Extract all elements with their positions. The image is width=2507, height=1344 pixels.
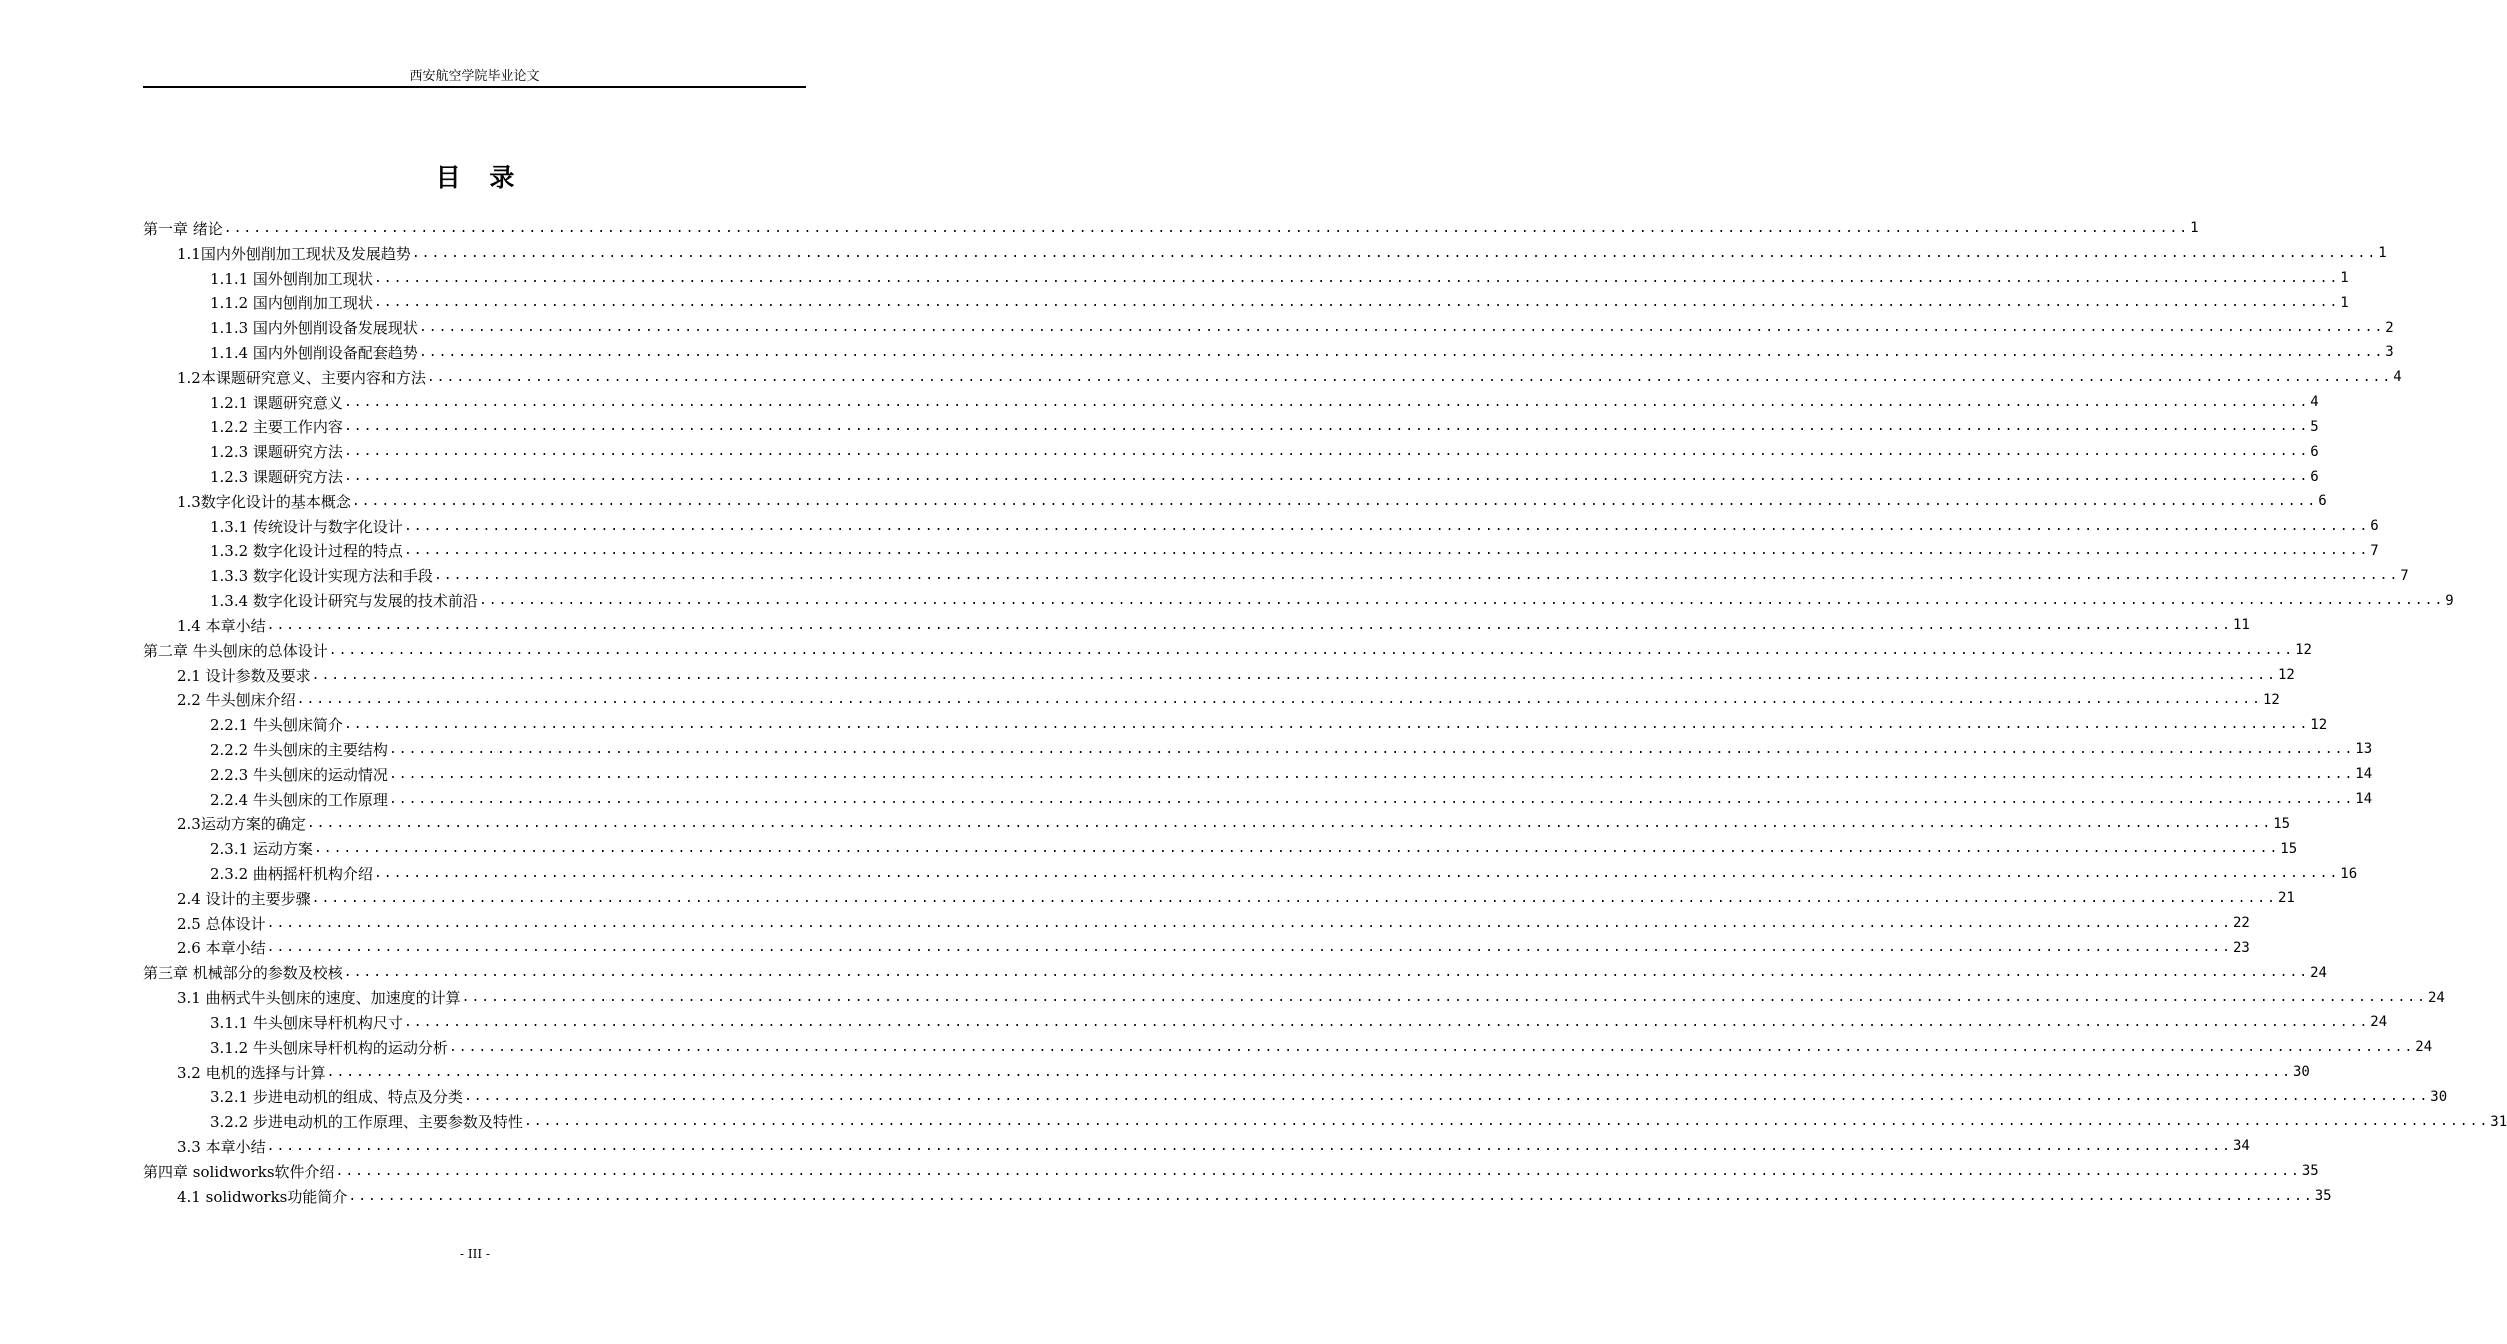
toc-entry-page: 9 xyxy=(2445,592,2454,609)
toc-entry-label: 1.2.3 课题研究方法 xyxy=(210,468,343,487)
toc-dot-leader: ........................................................................................................................................................................................................ xyxy=(373,295,2340,311)
toc-entry-label: 1.1.3 国内外刨削设备发展现状 xyxy=(210,319,418,338)
toc-entry[interactable] xyxy=(143,216,2199,241)
toc-entry-page: 3 xyxy=(2385,344,2394,361)
toc-entry[interactable] xyxy=(143,439,2319,464)
toc-entry-page: 16 xyxy=(2340,865,2358,882)
toc-entry-label: 1.3数字化设计的基本概念 xyxy=(177,492,351,511)
toc-entry-page: 31 xyxy=(2490,1113,2507,1130)
toc-entry-label: 2.3.1 运动方案 xyxy=(210,840,313,859)
toc-entry-label: 第一章 绪论 xyxy=(143,219,223,238)
toc-entry-page: 7 xyxy=(2370,542,2379,559)
header-rule xyxy=(143,86,806,88)
toc-entry[interactable] xyxy=(143,315,2394,340)
toc-dot-leader: ........................................................................................................................................................................................................ xyxy=(373,866,2340,882)
toc-entry-page: 30 xyxy=(2292,1064,2310,1081)
toc-dot-leader: ........................................................................................................................................................................................................ xyxy=(388,741,2355,757)
toc-entry[interactable] xyxy=(143,514,2379,539)
toc-entry[interactable] xyxy=(143,861,2358,886)
table-of-contents xyxy=(143,216,2507,1209)
toc-entry-label: 1.2本课题研究意义、主要内容和方法 xyxy=(177,368,426,387)
toc-entry[interactable] xyxy=(143,712,2328,737)
toc-entry-label: 1.1国内外刨削加工现状及发展趋势 xyxy=(177,244,411,263)
toc-entry-label: 第四章 solidworks软件介绍 xyxy=(143,1162,335,1181)
toc-entry[interactable] xyxy=(143,1184,2332,1209)
toc-entry-label: 1.4 本章小结 xyxy=(177,616,266,635)
toc-entry[interactable] xyxy=(143,911,2250,936)
toc-title xyxy=(0,158,950,194)
toc-entry-page: 4 xyxy=(2310,394,2319,411)
toc-entry[interactable] xyxy=(143,415,2319,440)
toc-entry-label: 2.3运动方案的确定 xyxy=(177,815,306,834)
toc-entry-page: 6 xyxy=(2310,468,2319,485)
toc-dot-leader: ........................................................................................................................................................................................................ xyxy=(463,1089,2430,1105)
toc-dot-leader: ........................................................................................................................................................................................................ xyxy=(388,791,2355,807)
toc-entry-page: 14 xyxy=(2355,791,2373,808)
toc-entry-page: 1 xyxy=(2378,245,2387,262)
toc-dot-leader: ........................................................................................................................................................................................................ xyxy=(426,369,2393,385)
toc-entry-page: 12 xyxy=(2295,642,2312,659)
toc-entry[interactable] xyxy=(143,663,2295,688)
toc-entry-label: 2.2 牛头刨床介绍 xyxy=(177,691,296,710)
toc-entry[interactable] xyxy=(143,290,2349,315)
toc-dot-leader: ........................................................................................................................................................................................................ xyxy=(411,245,2378,261)
toc-entry-label: 第三章 机械部分的参数及校核 xyxy=(143,964,343,983)
toc-dot-leader: ........................................................................................................................................................................................................ xyxy=(343,965,2310,981)
toc-entry-label: 1.2.1 课题研究意义 xyxy=(210,393,343,412)
toc-entry[interactable] xyxy=(143,812,2291,837)
toc-dot-leader: ........................................................................................................................................................................................................ xyxy=(348,1188,2314,1204)
toc-entry-page: 4 xyxy=(2393,369,2402,386)
toc-entry-label: 3.1.2 牛头刨床导杆机构的运动分析 xyxy=(210,1038,448,1057)
toc-entry-label: 1.2.3 课题研究方法 xyxy=(210,443,343,462)
toc-entry-page: 35 xyxy=(2314,1188,2332,1205)
toc-entry-page: 22 xyxy=(2232,915,2250,932)
toc-dot-leader: ........................................................................................................................................................................................................ xyxy=(223,220,2190,236)
toc-dot-leader: ........................................................................................................................................................................................................ xyxy=(388,766,2355,782)
toc-entry-page: 1 xyxy=(2190,220,2199,237)
toc-dot-leader: ........................................................................................................................................................................................................ xyxy=(311,890,2277,906)
toc-entry[interactable] xyxy=(143,960,2327,985)
toc-entry[interactable] xyxy=(143,266,2349,291)
toc-dot-leader: ........................................................................................................................................................................................................ xyxy=(418,320,2385,336)
toc-entry[interactable] xyxy=(143,762,2373,787)
toc-dot-leader: ........................................................................................................................................................................................................ xyxy=(266,1138,2232,1154)
toc-entry-label: 1.2.2 主要工作内容 xyxy=(210,418,343,437)
toc-dot-leader: ........................................................................................................................................................................................................ xyxy=(418,344,2385,360)
toc-entry[interactable] xyxy=(143,1084,2448,1109)
toc-entry-page: 11 xyxy=(2232,617,2250,634)
toc-entry-page: 35 xyxy=(2301,1163,2319,1180)
toc-dot-leader: ........................................................................................................................................................................................................ xyxy=(351,493,2318,509)
toc-entry[interactable] xyxy=(143,613,2250,638)
toc-entry-page: 24 xyxy=(2415,1039,2433,1056)
toc-entry-page: 6 xyxy=(2310,443,2319,460)
toc-entry-label: 2.1 设计参数及要求 xyxy=(177,666,311,685)
toc-entry-page: 12 xyxy=(2277,667,2295,684)
toc-title-char-2: 录 xyxy=(489,163,515,192)
toc-entry-page: 5 xyxy=(2310,418,2319,435)
toc-entry-label: 1.3.1 传统设计与数字化设计 xyxy=(210,517,403,536)
toc-entry-page: 14 xyxy=(2355,766,2373,783)
toc-dot-leader: ........................................................................................................................................................................................................ xyxy=(403,1014,2370,1030)
toc-entry-label: 2.2.2 牛头刨床的主要结构 xyxy=(210,740,388,759)
toc-dot-leader: ........................................................................................................................................................................................................ xyxy=(343,394,2310,410)
toc-entry-label: 1.3.3 数字化设计实现方法和手段 xyxy=(210,567,433,586)
toc-entry[interactable] xyxy=(143,886,2295,911)
toc-entry[interactable] xyxy=(143,1010,2388,1035)
toc-entry[interactable] xyxy=(143,563,2409,588)
toc-entry[interactable] xyxy=(143,340,2394,365)
toc-entry[interactable] xyxy=(143,787,2373,812)
toc-dot-leader: ........................................................................................................................................................................................................ xyxy=(266,915,2232,931)
toc-entry-page: 6 xyxy=(2318,493,2327,510)
toc-entry-label: 3.2.1 步进电动机的组成、特点及分类 xyxy=(210,1088,463,1107)
toc-entry-page: 34 xyxy=(2232,1138,2250,1155)
toc-entry-page: 12 xyxy=(2262,691,2280,708)
toc-entry[interactable] xyxy=(143,1060,2310,1085)
toc-dot-leader: ........................................................................................................................................................................................................ xyxy=(328,642,2295,658)
toc-dot-leader: ........................................................................................................................................................................................................ xyxy=(266,940,2232,956)
running-header: 西安航空学院毕业论文 xyxy=(409,69,540,84)
toc-entry-page: 7 xyxy=(2400,567,2409,584)
toc-entry-label: 2.2.4 牛头刨床的工作原理 xyxy=(210,790,388,809)
toc-dot-leader: ........................................................................................................................................................................................................ xyxy=(343,444,2310,460)
toc-entry-page: 30 xyxy=(2430,1088,2448,1105)
toc-entry-label: 2.5 总体设计 xyxy=(177,914,266,933)
toc-entry-label: 1.1.4 国内外刨削设备配套趋势 xyxy=(210,343,418,362)
toc-entry[interactable] xyxy=(143,687,2280,712)
toc-entry[interactable] xyxy=(143,464,2319,489)
toc-entry-page: 15 xyxy=(2280,840,2298,857)
toc-dot-leader: ........................................................................................................................................................................................................ xyxy=(311,667,2277,683)
page-number-footer: - III - xyxy=(460,1247,490,1261)
toc-entry[interactable] xyxy=(143,936,2250,961)
toc-entry-page: 24 xyxy=(2427,989,2445,1006)
toc-entry[interactable] xyxy=(143,241,2387,266)
toc-entry[interactable] xyxy=(143,836,2298,861)
toc-dot-leader: ........................................................................................................................................................................................................ xyxy=(335,1163,2301,1179)
toc-entry-label: 3.1.1 牛头刨床导杆机构尺寸 xyxy=(210,1013,403,1032)
toc-entry-label: 3.3 本章小结 xyxy=(177,1137,266,1156)
toc-entry-label: 2.3.2 曲柄摇杆机构介绍 xyxy=(210,865,373,884)
toc-entry-label: 2.4 设计的主要步骤 xyxy=(177,889,311,908)
toc-entry-label: 1.1.2 国内刨削加工现状 xyxy=(210,294,373,313)
toc-dot-leader: ........................................................................................................................................................................................................ xyxy=(461,990,2427,1006)
toc-dot-leader: ........................................................................................................................................................................................................ xyxy=(343,419,2310,435)
toc-entry-page: 23 xyxy=(2232,939,2250,956)
toc-dot-leader: ........................................................................................................................................................................................................ xyxy=(433,568,2400,584)
toc-entry[interactable] xyxy=(143,489,2327,514)
toc-dot-leader: ........................................................................................................................................................................................................ xyxy=(296,692,2262,708)
toc-entry-label: 2.6 本章小结 xyxy=(177,939,266,958)
toc-entry-page: 6 xyxy=(2370,518,2379,535)
toc-dot-leader: ........................................................................................................................................................................................................ xyxy=(403,543,2370,559)
toc-entry[interactable] xyxy=(143,1035,2433,1060)
toc-entry[interactable] xyxy=(143,638,2312,663)
toc-entry-label: 4.1 solidworks功能简介 xyxy=(177,1187,348,1206)
toc-dot-leader: ........................................................................................................................................................................................................ xyxy=(478,593,2445,609)
toc-dot-leader: ........................................................................................................................................................................................................ xyxy=(343,469,2310,485)
toc-dot-leader: ........................................................................................................................................................................................................ xyxy=(373,270,2340,286)
toc-entry-page: 15 xyxy=(2273,815,2291,832)
toc-entry-label: 第二章 牛头刨床的总体设计 xyxy=(143,641,328,660)
toc-entry-label: 3.2.2 步进电动机的工作原理、主要参数及特性 xyxy=(210,1113,523,1132)
toc-entry[interactable] xyxy=(143,985,2445,1010)
toc-entry-label: 1.3.2 数字化设计过程的特点 xyxy=(210,542,403,561)
toc-dot-leader: ........................................................................................................................................................................................................ xyxy=(326,1064,2292,1080)
toc-entry[interactable] xyxy=(143,390,2319,415)
toc-entry[interactable] xyxy=(143,588,2454,613)
toc-dot-leader: ........................................................................................................................................................................................................ xyxy=(523,1114,2490,1130)
toc-entry-label: 2.2.3 牛头刨床的运动情况 xyxy=(210,765,388,784)
toc-entry-page: 13 xyxy=(2355,741,2373,758)
toc-entry[interactable] xyxy=(143,539,2379,564)
toc-entry-label: 1.3.4 数字化设计研究与发展的技术前沿 xyxy=(210,592,478,611)
toc-entry-page: 2 xyxy=(2385,319,2394,336)
toc-entry-label: 1.1.1 国外刨削加工现状 xyxy=(210,269,373,288)
toc-dot-leader: ........................................................................................................................................................................................................ xyxy=(343,717,2310,733)
toc-entry[interactable] xyxy=(143,1134,2250,1159)
toc-entry-label: 3.1 曲柄式牛头刨床的速度、加速度的计算 xyxy=(177,989,461,1008)
toc-dot-leader: ........................................................................................................................................................................................................ xyxy=(448,1039,2415,1055)
toc-dot-leader: ........................................................................................................................................................................................................ xyxy=(313,841,2280,857)
toc-dot-leader: ........................................................................................................................................................................................................ xyxy=(306,816,2273,832)
toc-dot-leader: ........................................................................................................................................................................................................ xyxy=(403,518,2370,534)
toc-entry[interactable] xyxy=(143,365,2402,390)
toc-entry-page: 24 xyxy=(2370,1014,2388,1031)
toc-entry-label: 2.2.1 牛头刨床简介 xyxy=(210,716,343,735)
toc-dot-leader: ........................................................................................................................................................................................................ xyxy=(266,617,2232,633)
toc-entry-label: 3.2 电机的选择与计算 xyxy=(177,1063,326,1082)
toc-entry-page: 1 xyxy=(2340,294,2349,311)
toc-entry-page: 12 xyxy=(2310,716,2328,733)
toc-entry-page: 21 xyxy=(2277,890,2295,907)
toc-entry-page: 24 xyxy=(2310,964,2327,981)
toc-entry-page: 1 xyxy=(2340,270,2349,287)
toc-title-char-1: 目 xyxy=(435,163,461,192)
toc-entry[interactable] xyxy=(143,1159,2319,1184)
toc-entry[interactable] xyxy=(143,737,2373,762)
toc-entry[interactable] xyxy=(143,1109,2507,1134)
